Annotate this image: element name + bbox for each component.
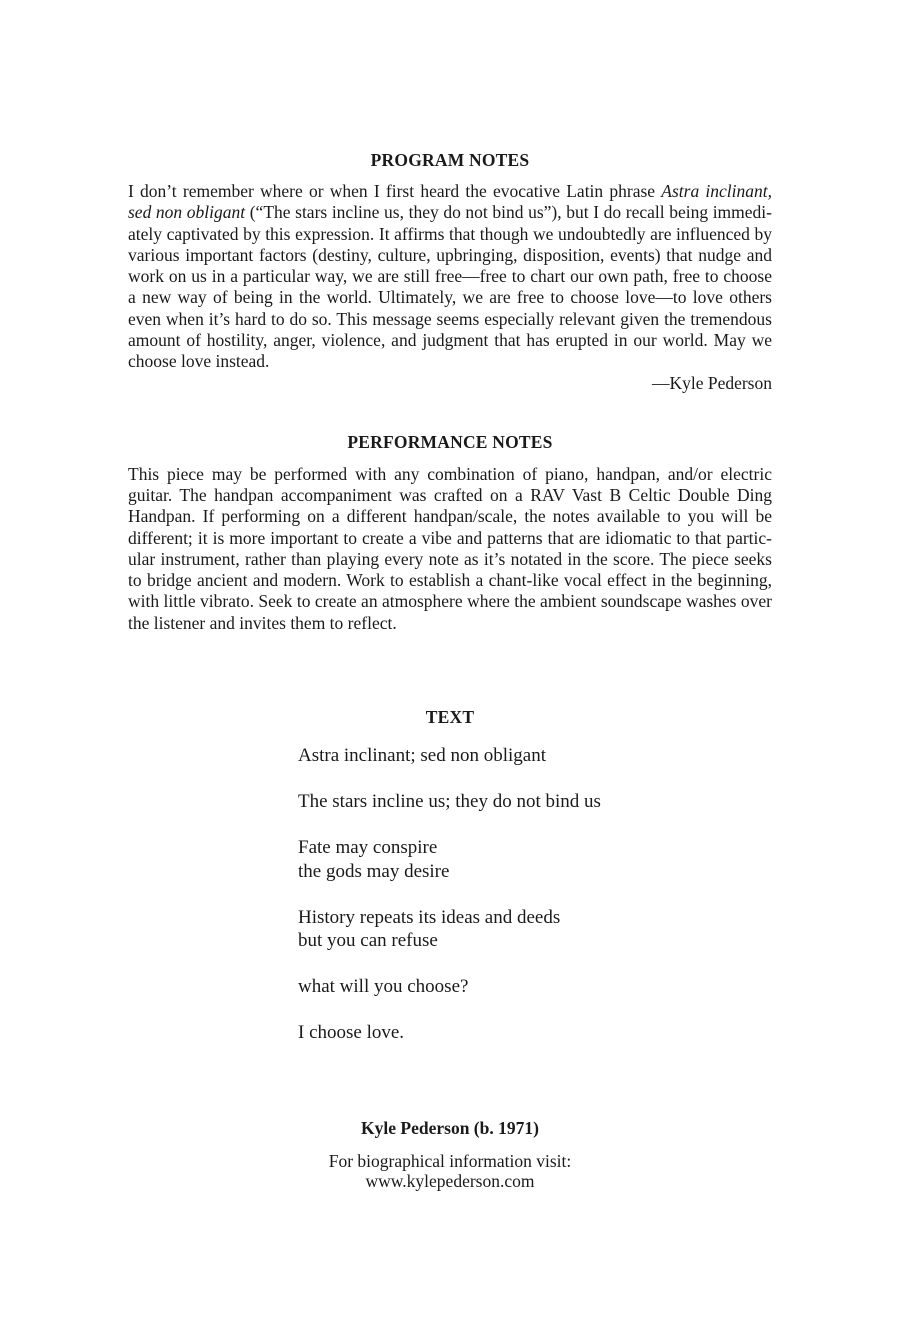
website-link[interactable]: www.kylepederson.com (365, 1170, 535, 1191)
latin-phrase: Astra inclinant, sed non obligant (128, 181, 772, 223)
performance-notes-heading: PERFORMANCE NOTES (347, 431, 553, 452)
program-notes-heading: PROGRAM NOTES (370, 150, 530, 170)
text-heading: TEXT (425, 707, 475, 728)
poem-line: The stars incline us; they do not bind us (298, 791, 601, 813)
poem-line: but you can refuse (298, 930, 438, 952)
poem-line: Fate may conspire (298, 837, 438, 859)
poem-line: I choose love. (298, 1022, 405, 1044)
poem-stanza (298, 906, 772, 953)
poem-line: the gods may desire (298, 860, 450, 882)
performance-notes-section (128, 432, 772, 634)
page-content (128, 150, 772, 1191)
program-notes-section (128, 150, 772, 394)
composer-footer (128, 1118, 772, 1191)
poem-stanza (298, 1021, 772, 1045)
poem-stanza (298, 836, 772, 883)
poem (298, 744, 772, 1045)
poem-line: History repeats its ideas and deeds (298, 906, 561, 928)
text-section (128, 707, 772, 1045)
performance-notes-paragraph: This piece may be performed with any combination of piano, handpan, and/or electric guitar. The handpan accompaniment was crafted on a RAV Vast B Celtic Double Ding Handpan. If performing on a different handpan/scale, the notes available to you will be different; it is more important to create a vibe and patterns that are idiomatic to that particular instrument, rather than playing every note as it’s notated in the score. The piece seeks to bridge ancient and modern. Work to establish a chant-like vocal effect in the beginning, with little vibrato. Seek to create an atmosphere where the ambient soundscape washes over the listener and invites them to reflect. (128, 463, 772, 633)
poem-line: Astra inclinant; sed non obligant (298, 745, 547, 767)
poem-stanza (298, 790, 772, 814)
bio-info-line: For biographical information visit: (328, 1150, 572, 1171)
poem-stanza (298, 975, 772, 999)
poem-stanza (298, 744, 772, 768)
poem-line: what will you choose? (298, 976, 469, 998)
program-notes-text-start: I don’t remember where or when I first heard the evocative Latin phrase (128, 181, 662, 201)
program-notes-attribution: —Kyle Pederson (651, 372, 772, 393)
program-notes-paragraph (128, 181, 772, 373)
program-notes-text-rest: (“The stars incline us, they do not bind us”), but I do recall being immediately captivated by this expression. It affirms that though we undoubtedly are influenced by various important factors (destiny, culture, upbringing, disposition, events) that nudge and work on us in a particular way, we are still free—free to chart our own path, free to choose a new way of being in the world. Ultimately, we are free to choose love—to love others even when it’s hard to do so. This message seems especially relevant given the tremendous amount of hostility, anger, violence, and judgment that has erupted in our world. May we choose love instead. (128, 202, 772, 372)
composer-name: Kyle Pederson (b. 1971) (361, 1117, 539, 1138)
